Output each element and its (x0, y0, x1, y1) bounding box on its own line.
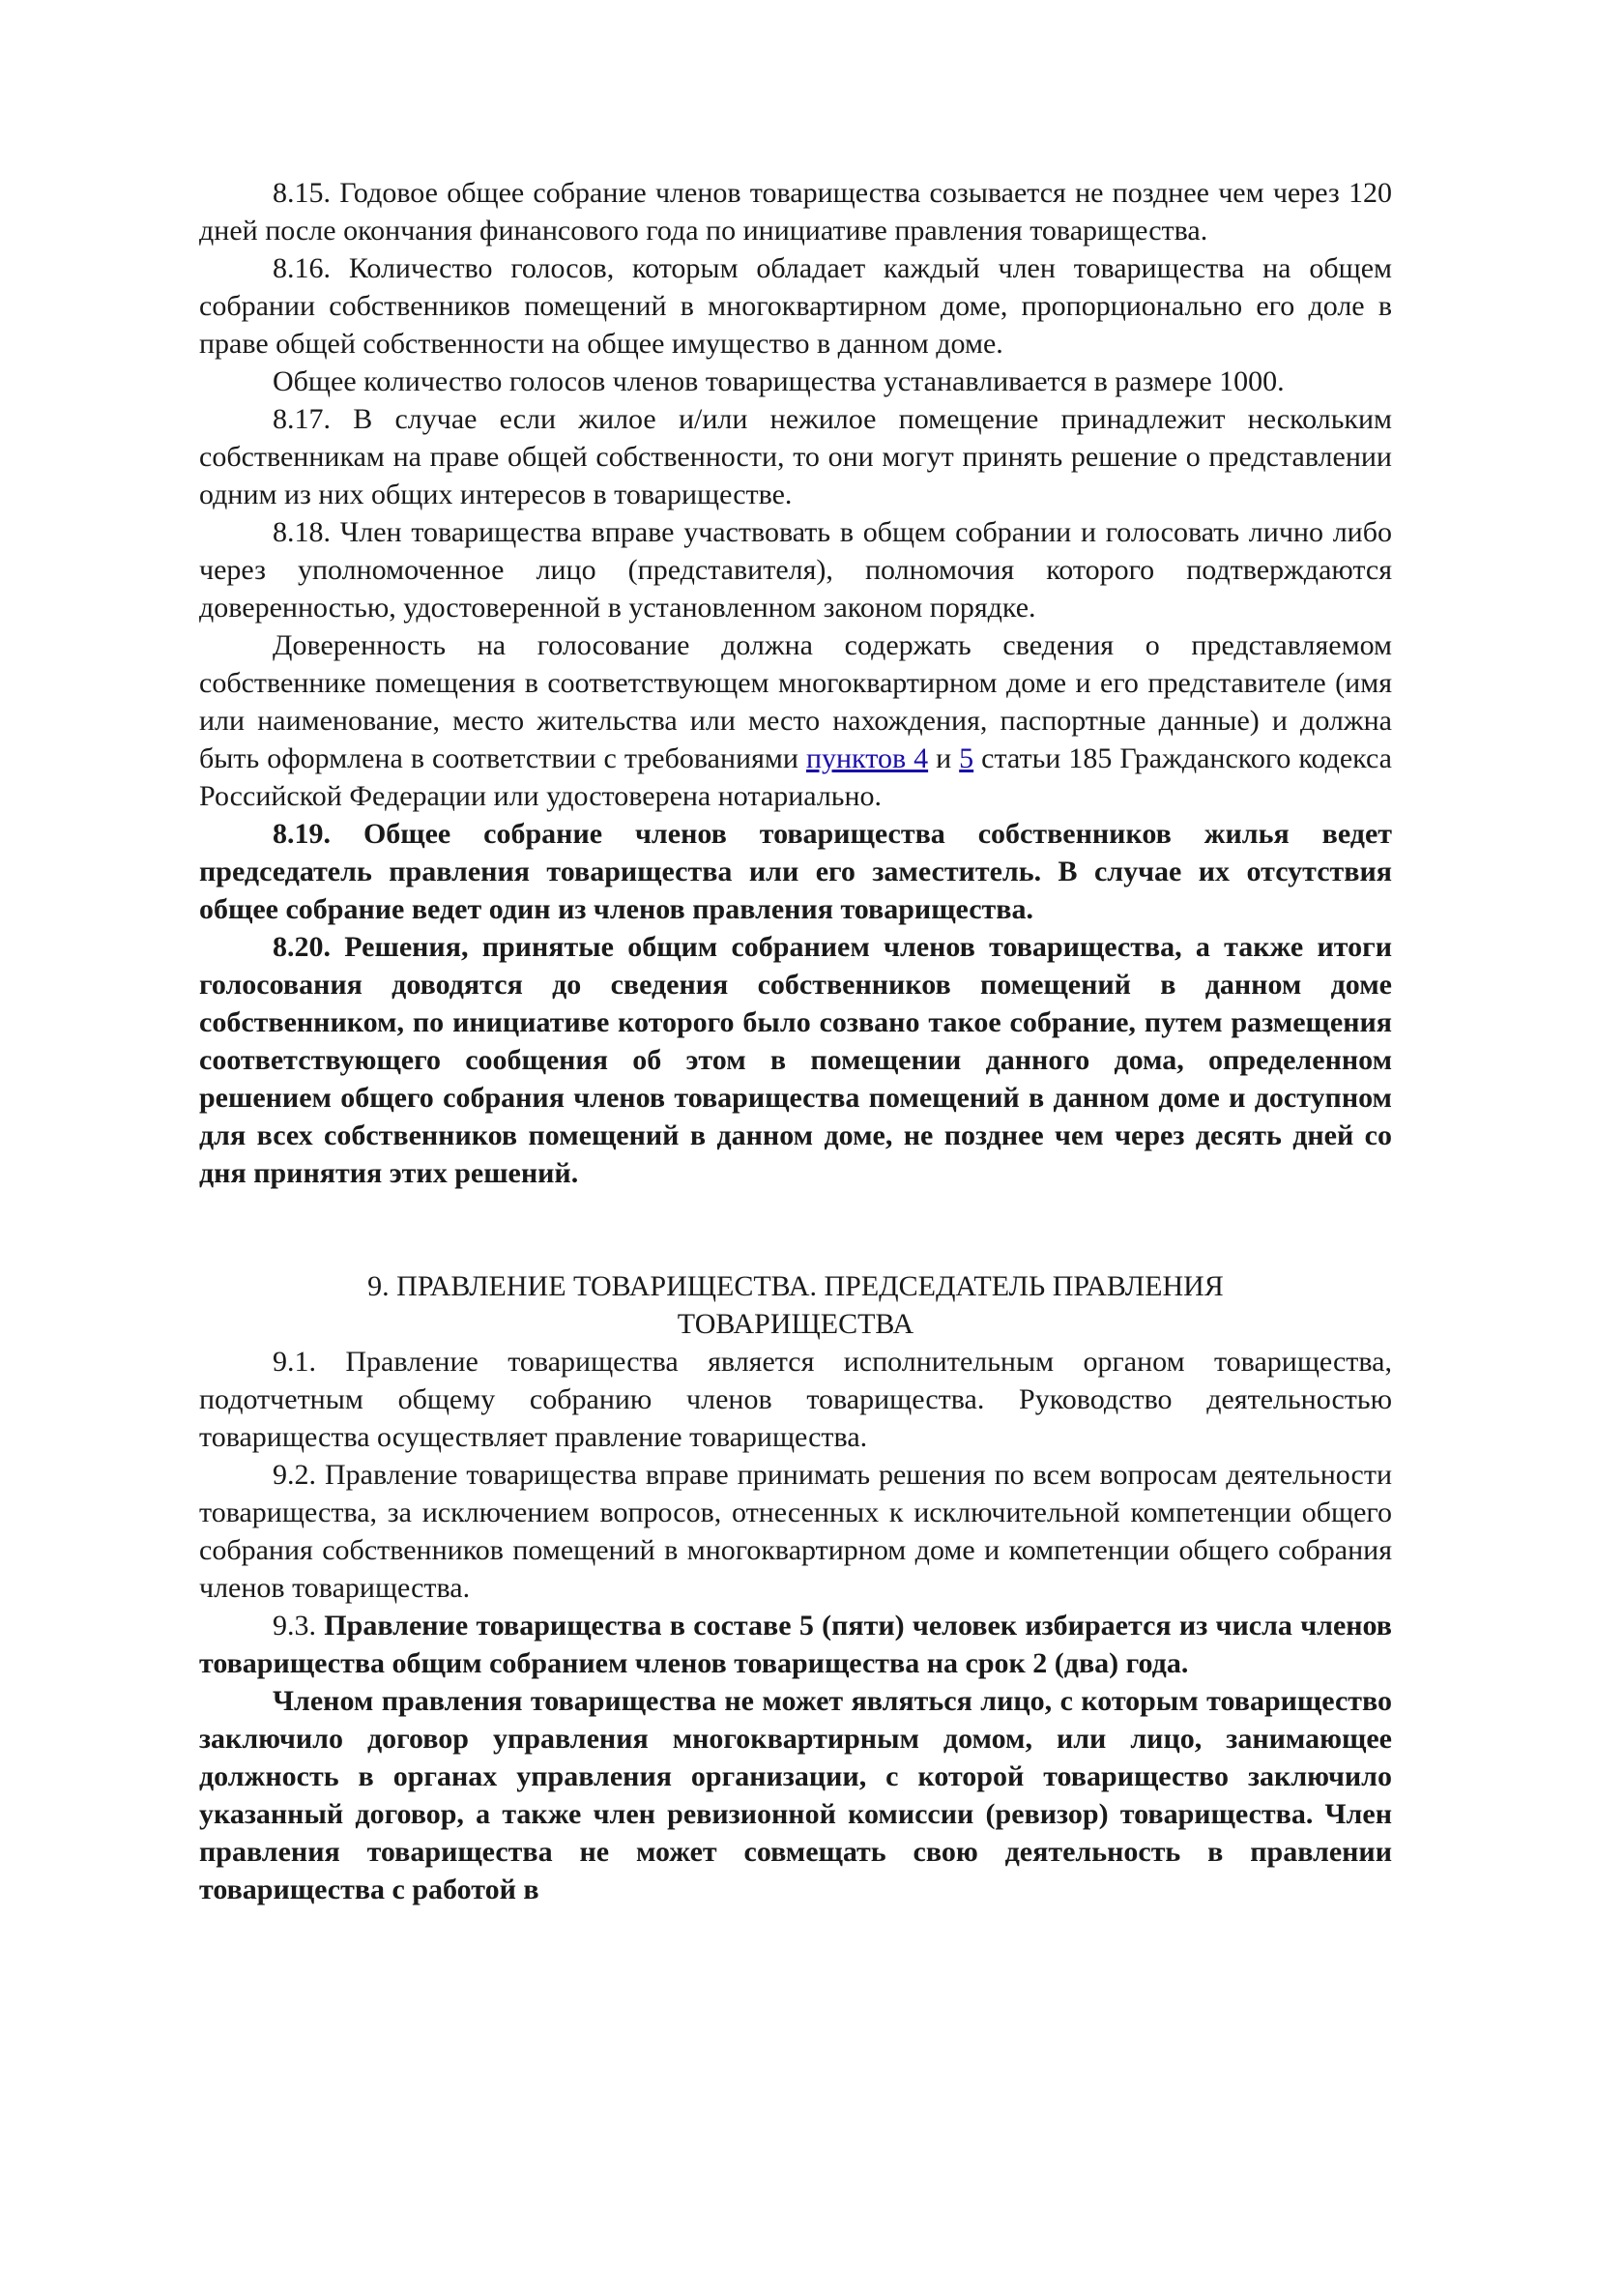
link-points-4[interactable]: пунктов 4 (805, 742, 929, 774)
proxy-text-part1: Доверенность на голосование должна содержать сведения о представляемом собственнике помещения в соответствующем многоквартирном доме и его представителе (имя или наименование, место жительства или место нахождения, паспортные данные) и должна быть оформлена в соответствии с требованиями (199, 629, 1392, 774)
section-9-heading (199, 1267, 1392, 1343)
paragraph-8-19: 8.19. Общее собрание членов товарищества собственников жилья ведет председатель правления товарищества или его заместитель. В случае их отсутствия общее собрание ведет один из членов правления товарищества. (199, 818, 1392, 925)
paragraph-8-18-proxy (199, 626, 1392, 815)
section-spacer (199, 1192, 1392, 1267)
paragraph-8-16-votes: Общее количество голосов членов товарищества устанавливается в размере 1000. (273, 365, 1285, 397)
paragraph-9-3-number: 9.3. (273, 1610, 325, 1642)
paragraph-8-20: 8.20. Решения, принятые общим собранием членов товарищества, а также итоги голосования доводятся до сведения собственников помещений в данном доме собственником, по инициативе которого было созвано такое собрание, путем размещения соответствующего сообщения об этом в помещении данного дома, определенном решением общего собрания членов товарищества помещений в данном доме и доступном для всех собственников помещений в данном доме, не позднее чем через десять дней со дня принятия этих решений. (199, 931, 1392, 1189)
proxy-text-part2: статьи 185 Гражданского кодекса Российской Федерации или удостоверена нотариально. (199, 742, 1393, 812)
paragraph-9-1: 9.1. Правление товарищества является исполнительным органом товарищества, подотчетным общему собранию членов товарищества. Руководство деятельностью товарищества осуществляет правление товарищества. (199, 1346, 1392, 1453)
paragraph-9-3 (199, 1607, 1392, 1682)
proxy-text-and: и (928, 742, 960, 774)
paragraph-8-17: 8.17. В случае если жилое и/или нежилое помещение принадлежит нескольким собственникам на праве общей собственности, то они могут принять решение о представлении одним из них общих интересов в товариществе. (199, 403, 1392, 510)
paragraph-9-2: 9.2. Правление товарищества вправе принимать решения по всем вопросам деятельности товарищества, за исключением вопросов, отнесенных к исключительной компетенции общего собрания собственников помещений в многоквартирном доме и компетенции общего собрания членов товарищества. (199, 1459, 1392, 1604)
paragraph-8-15: 8.15. Годовое общее собрание членов товарищества созывается не позднее чем через 120 дней после окончания финансового года по инициативе правления товарищества. (199, 177, 1392, 247)
document-page (199, 174, 1392, 1908)
paragraph-9-3-text: Правление товарищества в составе 5 (пяти) человек избирается из числа членов товарищества общим собранием членов товарищества на срок 2 (два) года. (199, 1610, 1392, 1679)
section-9-heading-line2: ТОВАРИЩЕСТВА (677, 1308, 914, 1340)
section-9-heading-line1: 9. ПРАВЛЕНИЕ ТОВАРИЩЕСТВА. ПРЕДСЕДАТЕЛЬ ПРАВЛЕНИЯ (367, 1270, 1224, 1302)
link-point-5[interactable]: 5 (959, 742, 974, 774)
paragraph-8-18: 8.18. Член товарищества вправе участвовать в общем собрании и голосовать лично либо через уполномоченное лицо (представителя), полномочия которого подтверждаются доверенностью, удостоверенной в установленном законом порядке. (199, 516, 1392, 624)
paragraph-8-16: 8.16. Количество голосов, которым обладает каждый член товарищества на общем собрании собственников помещений в многоквартирном доме, пропорционально его доле в праве общей собственности на общее имущество в данном доме. (199, 252, 1392, 360)
paragraph-9-3-restriction: Членом правления товарищества не может являться лицо, с которым товарищество заключило договор управления многоквартирным домом, или лицо, занимающее должность в органах управления организации, с которой товарищество заключило указанный договор, а также член ревизионной комиссии (ревизор) товарищества. Член правления товарищества не может совмещать свою деятельность в правлении товарищества с работой в (199, 1685, 1392, 1905)
